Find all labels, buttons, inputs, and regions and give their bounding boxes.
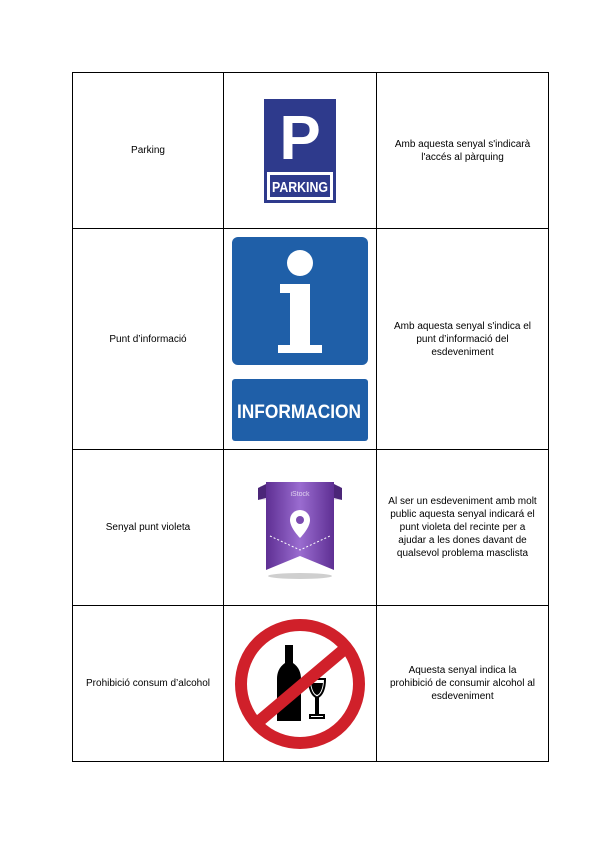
- sign-description: Aquesta senyal indica la prohibició de consumir alcohol al esdeveniment: [377, 606, 549, 762]
- sign-description: Amb aquesta senyal s'indica el punt d’informació del esdeveniment: [377, 229, 549, 450]
- sign-name: Prohibició consum d’alcohol: [73, 606, 224, 762]
- purple-location-ribbon-icon: [258, 476, 342, 580]
- parking-sign-icon: [264, 99, 336, 203]
- sign-description: Al ser un esdeveniment amb molt public aquesta senyal indicará el punt violeta del recinte per a ajudar a les dones davant de qualsevol problema masclista: [377, 450, 549, 606]
- sign-name: Parking: [73, 73, 224, 229]
- table-row: [73, 450, 549, 606]
- sign-name: Punt d’informació: [73, 229, 224, 450]
- information-sign-icon: [232, 237, 368, 441]
- table-row: [73, 229, 549, 450]
- sign-image-cell: [224, 450, 377, 606]
- no-alcohol-sign-icon: [233, 617, 367, 751]
- sign-image-cell: [224, 73, 377, 229]
- sign-image-cell: [224, 229, 377, 450]
- table-row: [73, 73, 549, 229]
- sign-image-cell: [224, 606, 377, 762]
- sign-name: Senyal punt violeta: [73, 450, 224, 606]
- parking-letter: P: [279, 103, 321, 173]
- information-label: INFORMACION: [237, 402, 361, 423]
- table-row: [73, 606, 549, 762]
- parking-label: PARKING: [272, 178, 328, 196]
- signage-table: [72, 72, 549, 762]
- watermark: iStock: [290, 490, 310, 498]
- sign-description: Amb aquesta senyal s'indicarà l'accés al pàrquing: [377, 73, 549, 229]
